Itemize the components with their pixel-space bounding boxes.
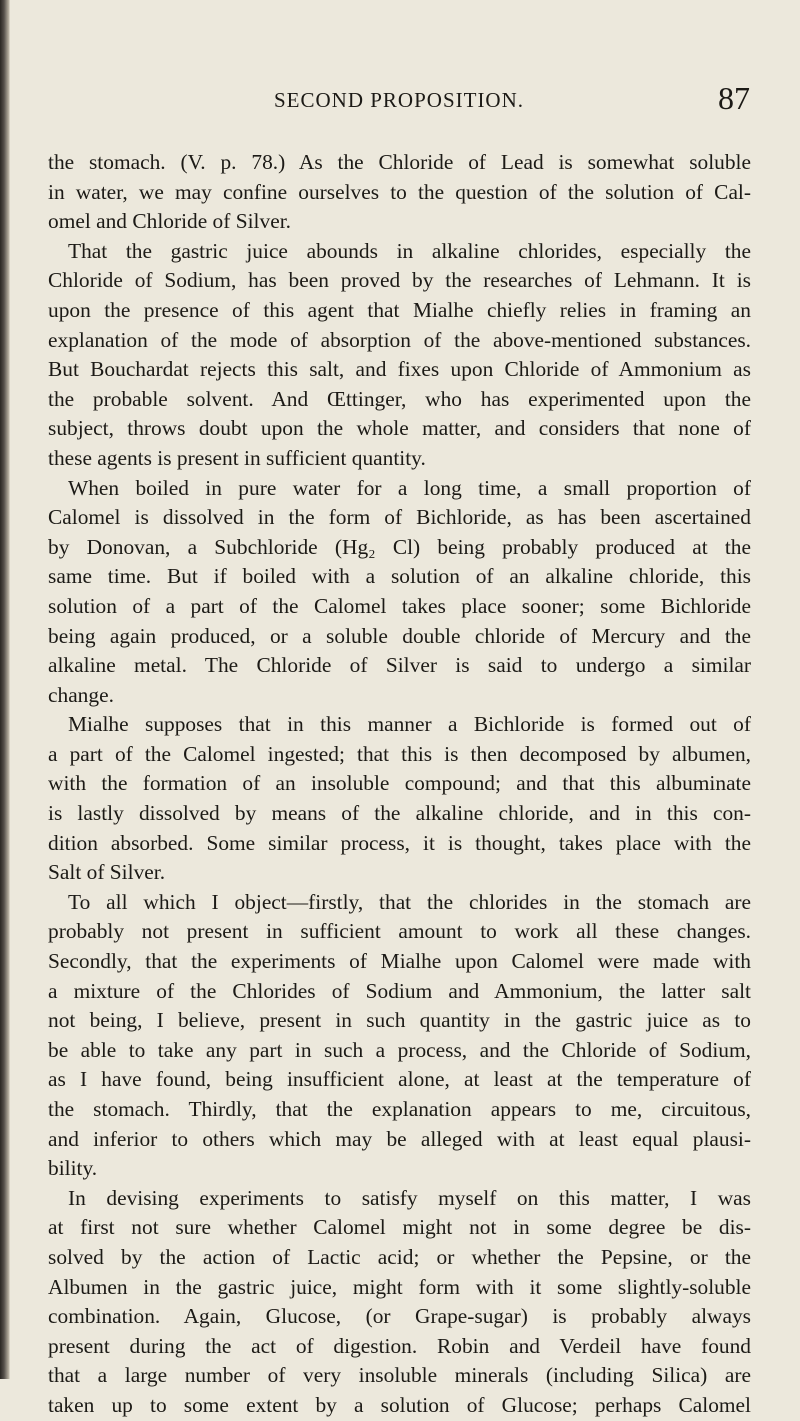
text-line: Albumen in the gastric juice, might form with it some slightly-soluble <box>48 1274 751 1299</box>
text-line: solution of a part of the Calomel takes place sooner; some Bichloride <box>48 593 751 618</box>
text-line: the stomach. (V. p. 78.) As the Chloride of Lead is somewhat soluble <box>48 150 751 174</box>
text-line: change. <box>48 682 114 707</box>
text-line: in water, we may confine ourselves to the question of the solution of Cal- <box>48 179 751 204</box>
text-line: is lastly dissolved by means of the alkaline chloride, and in this con- <box>48 801 751 826</box>
text-line: That the gastric juice abounds in alkaline chlorides, especially the <box>68 238 751 263</box>
text-line: same time. But if boiled with a solution of an alkaline chloride, this <box>48 564 751 589</box>
text-line: by Donovan, a Subchloride (Hg₂ Cl) being probably produced at the <box>48 534 751 559</box>
text-line: explanation of the mode of absorption of the above-mentioned substances. <box>48 327 751 352</box>
text-line: taken up to some extent by a solution of Glucose; perhaps Calomel <box>48 1392 751 1417</box>
text-line: a part of the Calomel ingested; that this is then decomposed by albumen, <box>48 741 751 766</box>
text-line: bility. <box>48 1156 98 1181</box>
text-line: that a large number of very insoluble minerals (including Silica) are <box>48 1363 751 1388</box>
text-line: Mialhe supposes that in this manner a Bichloride is formed out of <box>68 712 751 737</box>
text-line: the stomach. Thirdly, that the explanation appears to me, circuitous, <box>48 1097 751 1121</box>
text-line: combination. Again, Glucose, (or Grape-sugar) is probably always <box>48 1304 751 1329</box>
page-number: 87 <box>718 80 750 116</box>
text-line: In devising experiments to satisfy myself on this matter, I was <box>68 1185 751 1210</box>
text-line: subject, throws doubt upon the whole matter, and considers that none of <box>48 416 751 441</box>
text-line: at first not sure whether Calomel might not in some degree be dis- <box>48 1215 751 1240</box>
book-spine-shadow <box>0 0 10 1379</box>
text-line: a mixture of the Chlorides of Sodium and Ammonium, the latter salt <box>48 978 751 1003</box>
text-line: Calomel is dissolved in the form of Bichloride, as has been ascertained <box>48 505 751 530</box>
text-line: probably not present in sufficient amount to work all these changes. <box>48 919 751 944</box>
text-line: be able to take any part in such a process, and the Chloride of Sodium, <box>48 1037 751 1062</box>
text-line: dition absorbed. Some similar process, it is thought, takes place with the <box>48 830 751 855</box>
running-head: SECOND PROPOSITION. <box>273 88 525 112</box>
text-line: When boiled in pure water for a long time, a small proportion of <box>68 475 751 500</box>
text-line: solved by the action of Lactic acid; or whether the Pepsine, or the <box>48 1244 751 1269</box>
text-line: as I have found, being insufficient alone, at least at the temperature of <box>48 1067 751 1092</box>
text-line: not being, I believe, present in such quantity in the gastric juice as to <box>48 1008 751 1033</box>
page-header <box>48 80 750 120</box>
text-line: the probable solvent. And Œttinger, who has experimented upon the <box>48 386 751 411</box>
text-line: Secondly, that the experiments of Mialhe upon Calomel were made with <box>48 949 751 974</box>
body-text <box>48 148 751 1421</box>
text-line: omel and Chloride of Silver. <box>48 209 291 234</box>
text-line: present during the act of digestion. Robin and Verdeil have found <box>48 1333 751 1358</box>
text-line: Chloride of Sodium, has been proved by the researches of Lehmann. It is <box>48 268 751 293</box>
text-line: To all which I object—firstly, that the chlorides in the stomach are <box>68 889 751 914</box>
text-line: But Bouchardat rejects this salt, and fixes upon Chloride of Ammonium as <box>48 357 751 382</box>
text-line: being again produced, or a soluble double chloride of Mercury and the <box>48 623 751 648</box>
text-line: alkaline metal. The Chloride of Silver is said to undergo a similar <box>48 653 751 678</box>
text-line: Salt of Silver. <box>48 860 166 885</box>
text-line: and inferior to others which may be alleged with at least equal plausi- <box>48 1126 751 1151</box>
text-line: these agents is present in sufficient quantity. <box>48 445 426 470</box>
text-line: with the formation of an insoluble compound; and that this albuminate <box>48 771 751 796</box>
text-line: upon the presence of this agent that Mialhe chiefly relies in framing an <box>48 297 751 322</box>
